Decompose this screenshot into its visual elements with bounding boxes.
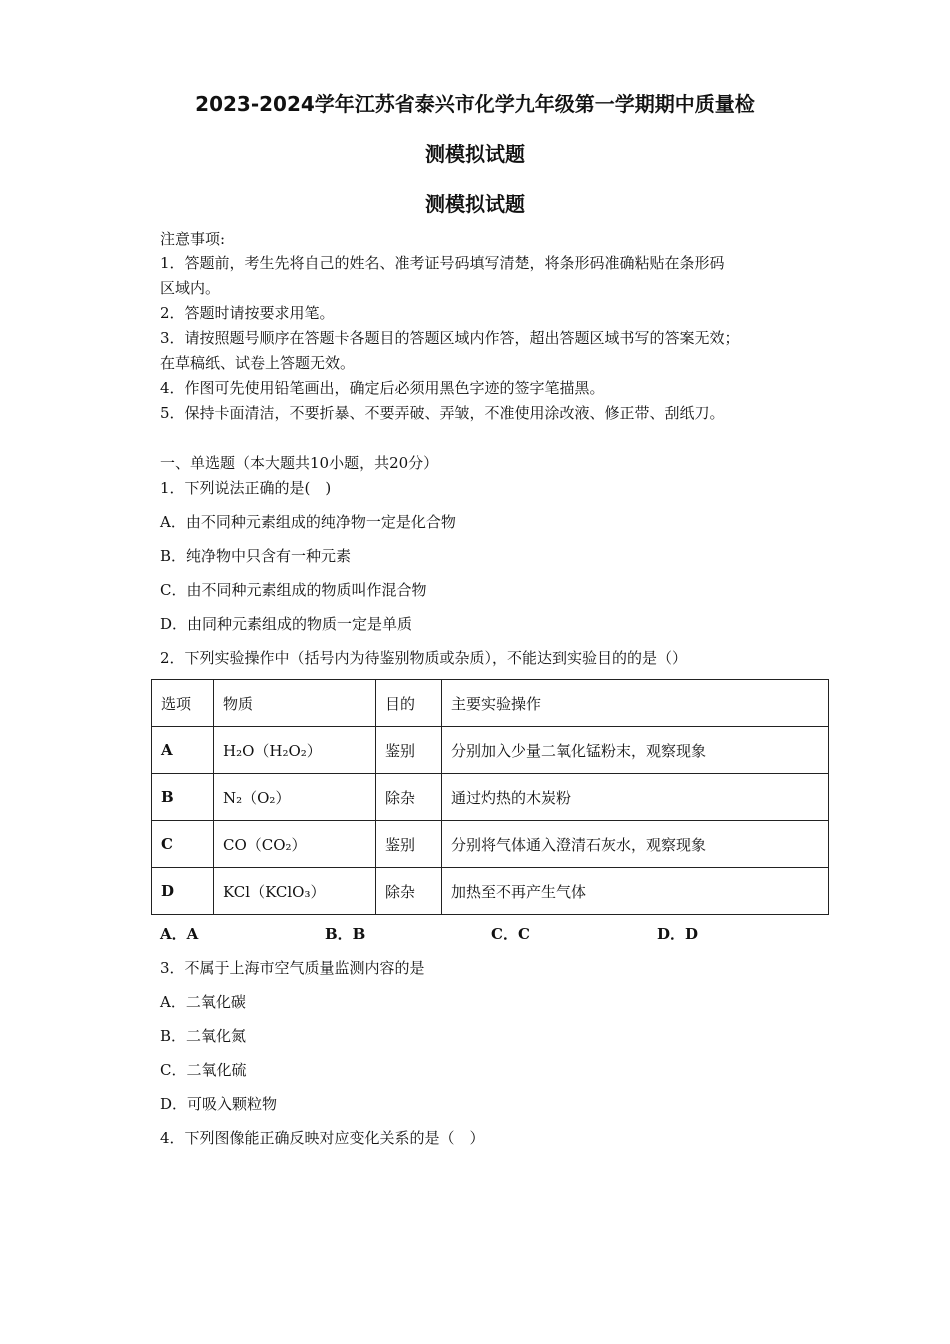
exam-title-line3: 测模拟试题 [425,192,525,216]
question-2-option-a: A．A [160,925,199,943]
notice-heading: 注意事项: [160,230,226,248]
substance-cell: KCl（KClO₃） [214,868,376,915]
question-3-stem: 3．不属于上海市空气质量监测内容的是 [160,959,425,977]
header-cell: 选项 [152,680,214,727]
question-2-stem: 2．下列实验操作中（括号内为待鉴别物质或杂质），不能达到实验目的的是（） [160,649,688,667]
substance-cell: CO（CO₂） [214,821,376,868]
operation-cell: 通过灼热的木炭粉 [442,774,829,821]
table-header-row [152,680,829,727]
question-1-option-d: D．由同种元素组成的物质一定是单质 [160,615,413,633]
question-1-option-b: B．纯净物中只含有一种元素 [160,547,352,565]
substance-cell: N₂（O₂） [214,774,376,821]
header-cell: 目的 [376,680,442,727]
option-cell: B [152,774,214,821]
question-2-option-c: C．C [491,925,530,943]
purpose-cell: 除杂 [376,868,442,915]
question-2-option-b: B．B [325,925,366,943]
exam-title-line2: 测模拟试题 [425,142,525,166]
table-row [152,727,829,774]
question-4-stem: 4．下列图像能正确反映对应变化关系的是（ ） [160,1129,485,1147]
operation-cell: 分别将气体通入澄清石灰水，观察现象 [442,821,829,868]
header-cell: 物质 [214,680,376,727]
notice-item: 5．保持卡面清洁，不要折暴、不要弄破、弄皱，不准使用涂改液、修正带、刮纸刀。 [160,404,725,422]
operation-cell: 分别加入少量二氧化锰粉末，观察现象 [442,727,829,774]
section-heading: 一、单选题（本大题共10小题，共20分） [160,454,439,472]
purpose-cell: 除杂 [376,774,442,821]
notice-item: 在草稿纸、试卷上答题无效。 [160,354,356,372]
question-3-option-b: B．二氧化氮 [160,1027,247,1045]
notice-item: 2．答题时请按要求用笔。 [160,304,335,322]
question-3-option-d: D．可吸入颗粒物 [160,1095,278,1113]
question-1-stem: 1．下列说法正确的是( ) [160,479,332,497]
option-cell: A [152,727,214,774]
header-cell: 主要实验操作 [442,680,829,727]
table-row [152,821,829,868]
notice-item: 4．作图可先使用铅笔画出，确定后必须用黑色字迹的签字笔描黑。 [160,379,605,397]
substance-cell: H₂O（H₂O₂） [214,727,376,774]
question-2-option-d: D．D [657,925,699,943]
question-1-option-c: C．由不同种元素组成的物质叫作混合物 [160,581,427,599]
purpose-cell: 鉴别 [376,727,442,774]
question-1-option-a: A．由不同种元素组成的纯净物一定是化合物 [160,513,456,531]
purpose-cell: 鉴别 [376,821,442,868]
question-3-option-a: A．二氧化碳 [160,993,246,1011]
option-cell: C [152,821,214,868]
table-row [152,774,829,821]
operation-cell: 加热至不再产生气体 [442,868,829,915]
exam-title-line1: 2023-2024学年江苏省泰兴市化学九年级第一学期期中质量检 [195,92,755,116]
notice-item: 区域内。 [160,279,221,297]
notice-item: 1．答题前，考生先将自己的姓名、准考证号码填写清楚，将条形码准确粘贴在条形码 [160,254,725,272]
option-cell: D [152,868,214,915]
question-2-table [151,679,829,915]
table-row [152,868,829,915]
notice-item: 3．请按照题号顺序在答题卡各题目的答题区域内作答，超出答题区域书写的答案无效； [160,329,740,347]
question-3-option-c: C．二氧化硫 [160,1061,247,1079]
